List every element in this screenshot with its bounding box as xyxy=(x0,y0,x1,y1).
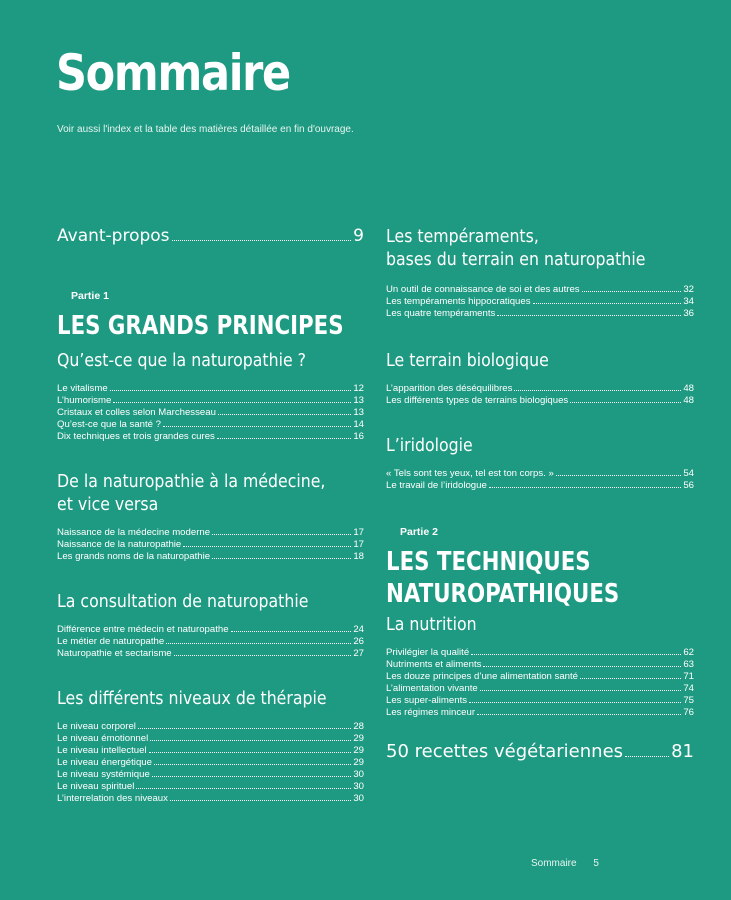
leader-dots xyxy=(183,546,351,547)
entry-page: 36 xyxy=(683,308,694,319)
toc-entry[interactable] xyxy=(386,395,694,407)
part2-title-line: LES TECHNIQUES xyxy=(386,547,591,577)
toc-entry[interactable] xyxy=(57,551,364,563)
entry-label: Les super-aliments xyxy=(386,695,468,706)
section-entries xyxy=(386,647,694,719)
section-title xyxy=(386,435,663,458)
section-title xyxy=(57,688,333,711)
toc-entry[interactable] xyxy=(57,395,364,407)
toc-entry[interactable] xyxy=(386,671,694,683)
leader-dots xyxy=(625,756,669,757)
section-entries xyxy=(386,284,694,320)
toc-right-column xyxy=(386,226,694,762)
entry-page: 56 xyxy=(683,480,694,491)
leader-dots xyxy=(580,678,681,679)
section-title xyxy=(386,226,663,272)
entry-page: 30 xyxy=(353,769,364,780)
section-title-line: La nutrition xyxy=(386,615,477,635)
section-title-line: L’iridologie xyxy=(386,436,473,456)
toc-entry[interactable] xyxy=(57,383,364,395)
section-entries xyxy=(57,721,364,805)
section-entries xyxy=(386,468,694,492)
toc-section xyxy=(57,688,364,805)
entry-label: Les différents types de terrains biologiques xyxy=(386,395,569,406)
toc-entry[interactable] xyxy=(386,383,694,395)
page-subtitle: Voir aussi l'index et la table des matières détaillée en fin d'ouvrage. xyxy=(57,124,354,135)
leader-dots xyxy=(469,702,681,703)
toc-entry[interactable] xyxy=(386,695,694,707)
toc-entry[interactable] xyxy=(386,683,694,695)
toc-entry[interactable] xyxy=(57,781,364,793)
entry-page: 17 xyxy=(353,539,364,550)
section-title-line: bases du terrain en naturopathie xyxy=(386,250,646,270)
leader-dots xyxy=(212,534,351,535)
toc-foreword-page: 9 xyxy=(353,226,364,246)
entry-page: 17 xyxy=(353,527,364,538)
entry-page: 13 xyxy=(353,395,364,406)
leader-dots xyxy=(149,752,352,753)
entry-label: Les quatre tempéraments xyxy=(386,308,496,319)
toc-section xyxy=(57,471,364,563)
entry-label: Les douze principes d’une alimentation santé xyxy=(386,671,579,682)
entry-label: Le niveau énergétique xyxy=(57,757,152,768)
leader-dots xyxy=(480,690,682,691)
entry-page: 29 xyxy=(353,733,364,744)
footer-page-number: 5 xyxy=(593,858,599,869)
toc-section xyxy=(57,591,364,660)
toc-entry[interactable] xyxy=(386,468,694,480)
section-title-line: De la naturopathie à la médecine, xyxy=(57,472,326,492)
leader-dots xyxy=(489,487,682,488)
toc-entry[interactable] xyxy=(57,431,364,443)
entry-page: 74 xyxy=(683,683,694,694)
page-title: Sommaire xyxy=(56,44,290,102)
toc-entry[interactable] xyxy=(57,407,364,419)
entry-label: Le métier de naturopathe xyxy=(57,636,165,647)
leader-dots xyxy=(483,666,681,667)
leader-dots xyxy=(477,714,681,715)
section-title-line: La consultation de naturopathie xyxy=(57,592,309,612)
toc-entry[interactable] xyxy=(57,539,364,551)
section-title-line: et vice versa xyxy=(57,495,159,515)
leader-dots xyxy=(497,315,681,316)
entry-label: Privilégier la qualité xyxy=(386,647,470,658)
toc-left-column xyxy=(57,226,364,805)
entry-page: 24 xyxy=(353,624,364,635)
entry-page: 32 xyxy=(683,284,694,295)
entry-page: 13 xyxy=(353,407,364,418)
leader-dots xyxy=(138,728,351,729)
entry-page: 48 xyxy=(683,395,694,406)
leader-dots xyxy=(217,438,351,439)
leader-dots xyxy=(166,643,351,644)
entry-label: Les régimes minceur xyxy=(386,707,476,718)
entry-label: Le niveau émotionnel xyxy=(57,733,149,744)
part2-title-line: NATUROPATHIQUES xyxy=(386,579,620,609)
entry-label: L’humorisme xyxy=(57,395,112,406)
entry-label: Le niveau corporel xyxy=(57,721,136,732)
leader-dots xyxy=(570,402,681,403)
entry-label: Le niveau intellectuel xyxy=(57,745,147,756)
section-entries xyxy=(57,624,364,660)
entry-label: Différence entre médecin et naturopathe xyxy=(57,624,229,635)
leader-dots xyxy=(218,414,351,415)
toc-entry[interactable] xyxy=(57,769,364,781)
entry-label: Le niveau systémique xyxy=(57,769,150,780)
leader-dots xyxy=(113,402,351,403)
entry-label: Les grands noms de la naturopathie xyxy=(57,551,211,562)
toc-entry[interactable] xyxy=(386,480,694,492)
leader-dots xyxy=(533,303,682,304)
toc-recipes[interactable] xyxy=(386,741,694,762)
entry-label: Naissance de la médecine moderne xyxy=(57,527,211,538)
leader-dots xyxy=(172,240,352,241)
section-entries xyxy=(386,383,694,407)
toc-entry[interactable] xyxy=(57,757,364,769)
toc-entry[interactable] xyxy=(57,745,364,757)
section-title-line: Les tempéraments, xyxy=(386,227,539,247)
entry-page: 29 xyxy=(353,745,364,756)
section-entries xyxy=(57,527,364,563)
entry-label: L’interrelation des niveaux xyxy=(57,793,168,804)
leader-dots xyxy=(514,390,681,391)
section-title-line: Les différents niveaux de thérapie xyxy=(57,689,327,709)
entry-page: 63 xyxy=(683,659,694,670)
leader-dots xyxy=(150,740,351,741)
entry-page: 71 xyxy=(683,671,694,682)
entry-page: 34 xyxy=(683,296,694,307)
part1-title: LES GRANDS PRINCIPES xyxy=(57,311,344,341)
toc-entry[interactable] xyxy=(386,308,694,320)
toc-entry[interactable] xyxy=(57,793,364,805)
toc-entry[interactable] xyxy=(57,733,364,745)
entry-label: Le vitalisme xyxy=(57,383,108,394)
entry-label: Les tempéraments hippocratiques xyxy=(386,296,531,307)
entry-page: 48 xyxy=(683,383,694,394)
toc-section xyxy=(386,226,694,320)
leader-dots xyxy=(212,558,351,559)
leader-dots xyxy=(163,426,351,427)
entry-label: Dix techniques et trois grandes cures xyxy=(57,431,215,442)
leader-dots xyxy=(170,800,351,801)
toc-entry[interactable] xyxy=(386,659,694,671)
entry-page: 12 xyxy=(353,383,364,394)
section-title xyxy=(57,471,333,517)
entry-label: « Tels sont tes yeux, tel est ton corps. » xyxy=(386,468,554,479)
toc-foreword-label: Avant-propos xyxy=(57,226,170,246)
entry-page: 30 xyxy=(353,793,364,804)
toc-recipes-label: 50 recettes végétariennes xyxy=(386,741,624,762)
section-title xyxy=(386,614,663,637)
entry-label: Le niveau spirituel xyxy=(57,781,135,792)
section-title-line: Le terrain biologique xyxy=(386,351,549,371)
toc-entry[interactable] xyxy=(386,284,694,296)
toc-entry[interactable] xyxy=(57,648,364,660)
toc-entry[interactable] xyxy=(386,296,694,308)
entry-page: 29 xyxy=(353,757,364,768)
toc-entry[interactable] xyxy=(57,419,364,431)
entry-label: Cristaux et colles selon Marchesseau xyxy=(57,407,216,418)
toc-section xyxy=(57,350,364,443)
entry-page: 28 xyxy=(353,721,364,732)
entry-label: Naturopathie et sectarisme xyxy=(57,648,172,659)
entry-label: L’apparition des déséquilibres xyxy=(386,383,513,394)
entry-page: 62 xyxy=(683,647,694,658)
entry-page: 14 xyxy=(353,419,364,430)
toc-entry[interactable] xyxy=(57,721,364,733)
leader-dots xyxy=(110,390,352,391)
toc-entry[interactable] xyxy=(57,527,364,539)
section-title xyxy=(57,350,333,373)
toc-section xyxy=(386,350,694,407)
entry-label: Nutriments et aliments xyxy=(386,659,482,670)
part1-label: Partie 1 xyxy=(71,290,109,302)
toc-section xyxy=(386,614,694,719)
entry-page: 54 xyxy=(683,468,694,479)
entry-page: 27 xyxy=(353,648,364,659)
entry-label: L’alimentation vivante xyxy=(386,683,478,694)
entry-page: 30 xyxy=(353,781,364,792)
leader-dots xyxy=(471,654,681,655)
toc-entry[interactable] xyxy=(386,647,694,659)
leader-dots xyxy=(136,788,351,789)
toc-section xyxy=(386,435,694,492)
entry-page: 76 xyxy=(683,707,694,718)
part2-title xyxy=(386,546,639,610)
entry-page: 26 xyxy=(353,636,364,647)
entry-page: 75 xyxy=(683,695,694,706)
toc-foreword[interactable] xyxy=(57,226,364,246)
entry-label: Le travail de l’iridologue xyxy=(386,480,487,491)
toc-entry[interactable] xyxy=(57,624,364,636)
part2-label: Partie 2 xyxy=(400,526,438,538)
leader-dots xyxy=(556,475,682,476)
leader-dots xyxy=(154,764,351,765)
leader-dots xyxy=(231,631,352,632)
section-entries xyxy=(57,383,364,443)
leader-dots xyxy=(582,291,682,292)
entry-label: Qu’est-ce que la santé ? xyxy=(57,419,161,430)
footer-section: Sommaire xyxy=(531,858,577,869)
page-footer xyxy=(531,858,599,869)
section-title-line: Qu’est-ce que la naturopathie ? xyxy=(57,351,307,371)
section-title xyxy=(57,591,333,614)
entry-page: 16 xyxy=(353,431,364,442)
entry-label: Naissance de la naturopathie xyxy=(57,539,182,550)
section-title xyxy=(386,350,663,373)
leader-dots xyxy=(174,655,352,656)
toc-recipes-page: 81 xyxy=(671,741,694,762)
entry-page: 18 xyxy=(353,551,364,562)
toc-entry[interactable] xyxy=(386,707,694,719)
entry-label: Un outil de connaissance de soi et des autres xyxy=(386,284,580,295)
toc-entry[interactable] xyxy=(57,636,364,648)
leader-dots xyxy=(152,776,352,777)
